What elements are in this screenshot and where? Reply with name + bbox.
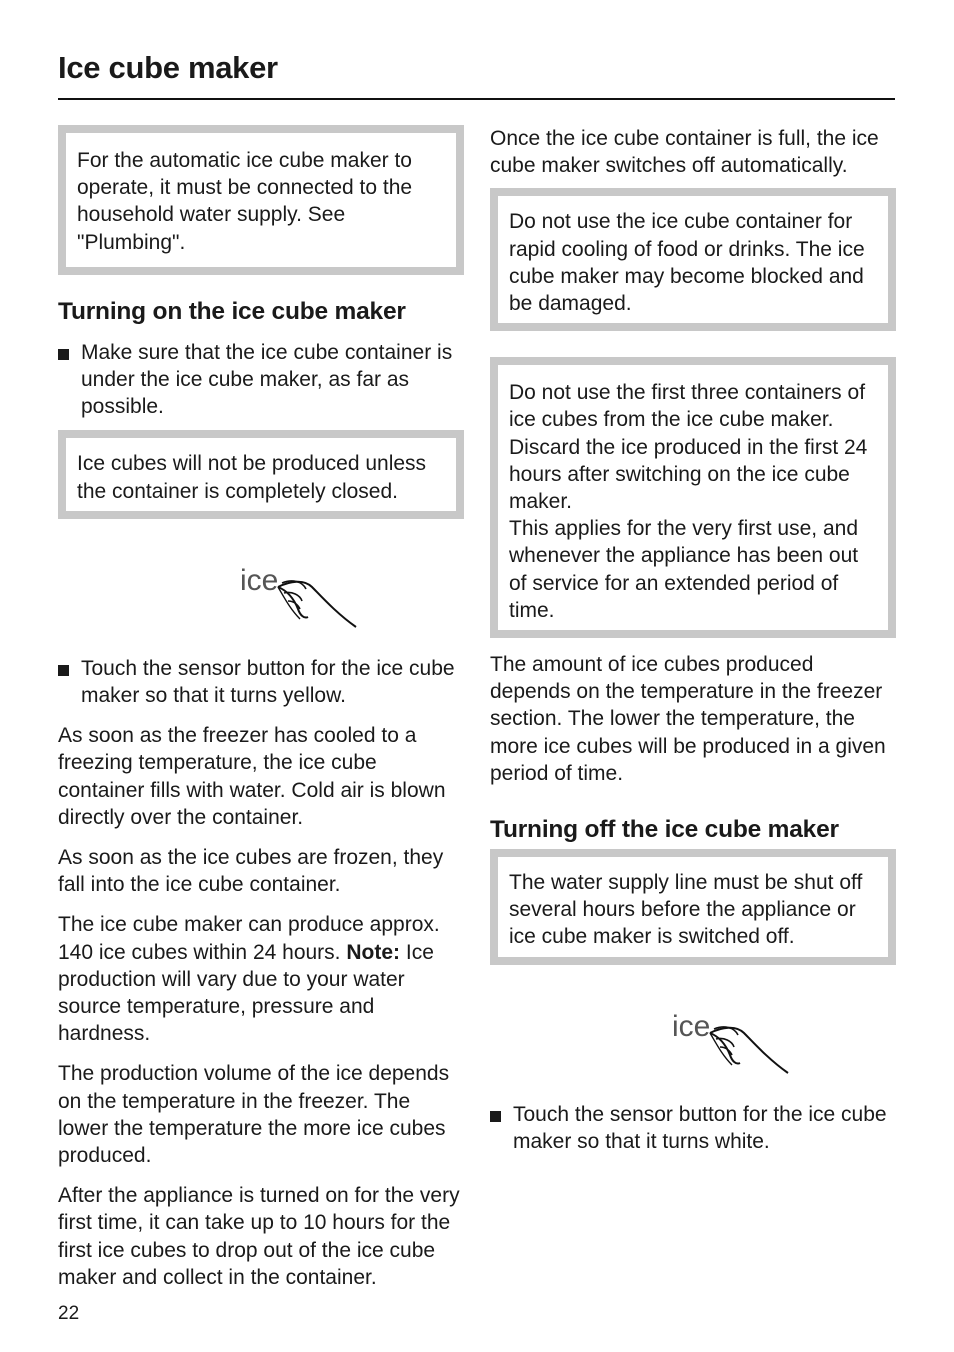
info-box-text: For the automatic ice cube maker to operate, it must be connected to the household water supply. See "Plumbing". [77, 149, 413, 254]
instruction-text: Touch the sensor button for the ice cube maker so that it turns yellow. [81, 656, 455, 708]
body-paragraph: After the appliance is turned on for the very first time, it can take up to 10 hours for the first ice cubes to drop out of the ice cube maker and collect in the container. [58, 1184, 460, 1289]
title-divider [58, 98, 895, 100]
left-column [58, 125, 464, 1291]
bullet-square-icon [490, 1111, 501, 1122]
page-title: Ice cube maker [58, 50, 278, 85]
heading-turning-off: Turning off the ice cube maker [490, 816, 839, 844]
info-box-water-supply [58, 125, 464, 275]
instruction-text: Touch the sensor button for the ice cube maker so that it turns white. [513, 1102, 887, 1153]
body-paragraph: The amount of ice cubes produced depends on the temperature in the freezer section. The lower the temperature, the more ice cubes will be produced in a given period of time. [490, 653, 886, 785]
right-column [490, 125, 896, 1155]
touch-hand-icon [670, 1003, 800, 1075]
body-paragraph: As soon as the freezer has cooled to a freezing temperature, the ice cube container fills with water. Cold air is blown directly over the container. [58, 724, 446, 829]
note-label: Note: [346, 940, 401, 964]
warning-box-first-containers [490, 357, 896, 638]
body-paragraph: Once the ice cube container is full, the ice cube maker switches off automatically. [490, 127, 879, 178]
ice-sensor-illustration [58, 557, 464, 649]
touch-hand-icon [238, 557, 368, 629]
note-text: Ice production will vary due to your water source temperature, pressure and hardness. [58, 940, 434, 1046]
page-number: 22 [58, 1303, 80, 1324]
production-text: The ice cube maker can produce approx. 140 ice cubes within 24 hours. [58, 913, 440, 964]
warning-box-text: Do not use the ice cube container for rapid cooling of food or drinks. The ice cube maker may become blocked and be damaged. [509, 210, 865, 316]
warning-box-text: The water supply line must be shut off several hours before the appliance or ice cube maker is switched off. [509, 871, 863, 949]
instruction-step [490, 1101, 896, 1155]
warning-box-text: Ice cubes will not be produced unless the container is completely closed. [77, 452, 427, 503]
sensor-icon-label: ice [240, 563, 279, 597]
bullet-square-icon [58, 349, 69, 360]
warning-box-text: Do not use the first three containers of ice cubes from the ice cube maker. [509, 381, 866, 432]
body-paragraph [58, 911, 464, 1047]
instruction-step [58, 339, 464, 421]
warning-box-container-closed [58, 430, 464, 518]
warning-box-rapid-cooling [490, 188, 896, 331]
warning-box-text: This applies for the very first use, and whenever the appliance has been out of service for an extended period of time. [509, 517, 859, 622]
body-paragraph: The production volume of the ice depends on the temperature in the freezer. The lower the temperature the more ice cubes produced. [58, 1062, 450, 1168]
bullet-square-icon [58, 665, 69, 676]
warning-box-shutoff [490, 849, 896, 965]
instruction-text: Make sure that the ice cube container is under the ice cube maker, as far as possible. [81, 340, 453, 419]
body-paragraph: As soon as the ice cubes are frozen, they fall into the ice cube container. [58, 846, 444, 897]
sensor-icon-label: ice [672, 1009, 711, 1043]
warning-box-text: Discard the ice produced in the first 24 hours after switching on the ice cube maker. [509, 435, 868, 514]
ice-sensor-illustration [490, 1003, 896, 1095]
heading-turning-on: Turning on the ice cube maker [58, 297, 406, 325]
instruction-step [58, 655, 464, 709]
